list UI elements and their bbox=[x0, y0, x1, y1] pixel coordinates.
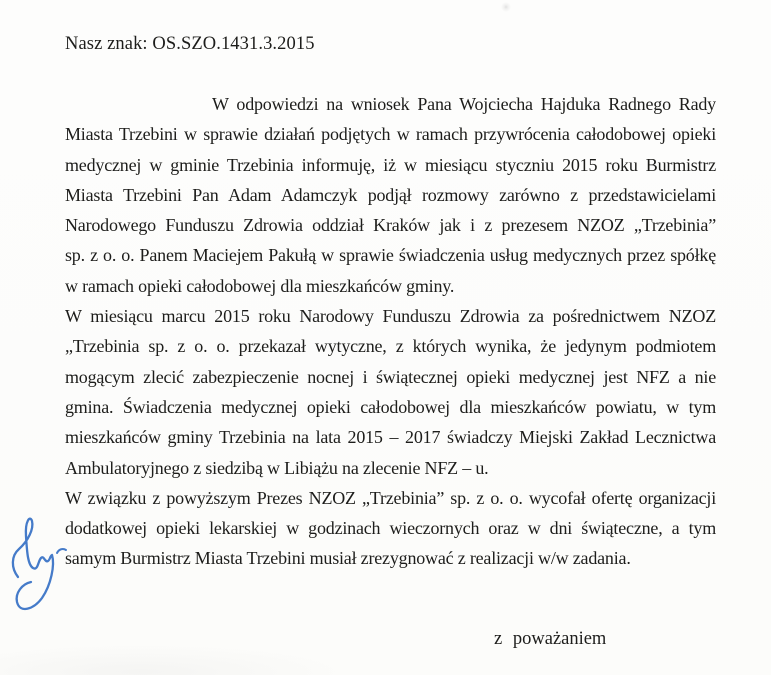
letter-line: Miasta Trzebini w sprawie działań podjętych w ramach przywrócenia całodobowej opieki bbox=[65, 124, 716, 145]
letter-line: W odpowiedzi na wniosek Pana Wojciecha Hajduka Radnego Rady bbox=[212, 94, 716, 114]
letter-line: mogącym zlecić zabezpieczenie nocnej i świątecznej opieki medycznej jest NFZ a nie bbox=[65, 366, 716, 387]
letter-line: w ramach opieki całodobowej dla mieszkańców gminy. bbox=[65, 275, 455, 296]
letter-line: „Trzebinia sp. z o. o. przekazał wytyczne, z których wynika, że jedynym podmiotem bbox=[65, 336, 716, 357]
closing-salutation: z poważaniem bbox=[494, 629, 607, 649]
letter-line: W związku z powyższym Prezes NZOZ „Trzebinia” sp. z o. o. wycofał ofertę organizacji bbox=[65, 487, 716, 508]
signature-tick-stroke bbox=[57, 549, 66, 553]
letter-line: samym Burmistrz Miasta Trzebini musiał zrezygnować z realizacji w/w zadania. bbox=[65, 548, 631, 569]
letter-line: Ambulatoryjnego z siedzibą w Libiążu na zlecenie NFZ – u. bbox=[65, 457, 489, 478]
letter-line: Miasta Trzebini Pan Adam Adamczyk podjął rozmowy zarówno z przedstawicielami bbox=[65, 184, 716, 205]
letter-line: dodatkowej opieki lekarskiej w godzinach wieczornych oraz w dni świąteczne, a tym bbox=[65, 518, 716, 539]
reference-number: Nasz znak: OS.SZO.1431.3.2015 bbox=[65, 34, 315, 54]
letter-line: mieszkańców gminy Trzebinia na lata 2015 – 2017 świadczy Miejski Zakład Lecznictwa bbox=[65, 427, 716, 448]
letter-line: Narodowego Funduszu Zdrowia oddział Kraków jak i z prezesem NZOZ „Trzebinia” bbox=[65, 215, 716, 236]
letter-body bbox=[65, 89, 716, 574]
letter-line: medycznej w gminie Trzebinia informuję, iż w miesiącu styczniu 2015 roku Burmistrz bbox=[65, 154, 716, 175]
handwritten-initials-signature bbox=[5, 513, 69, 619]
letter-line: W miesiącu marcu 2015 roku Narodowy Funduszu Zdrowia za pośrednictwem NZOZ bbox=[65, 306, 716, 327]
letter-line: gmina. Świadczenia medycznej opieki całodobowej dla mieszkańców powiatu, w tym bbox=[65, 396, 716, 417]
signature-stroke bbox=[13, 519, 53, 609]
letter-line: sp. z o. o. Panem Maciejem Pakułą w sprawie świadczenia usług medycznych przez spółkę bbox=[65, 245, 716, 266]
